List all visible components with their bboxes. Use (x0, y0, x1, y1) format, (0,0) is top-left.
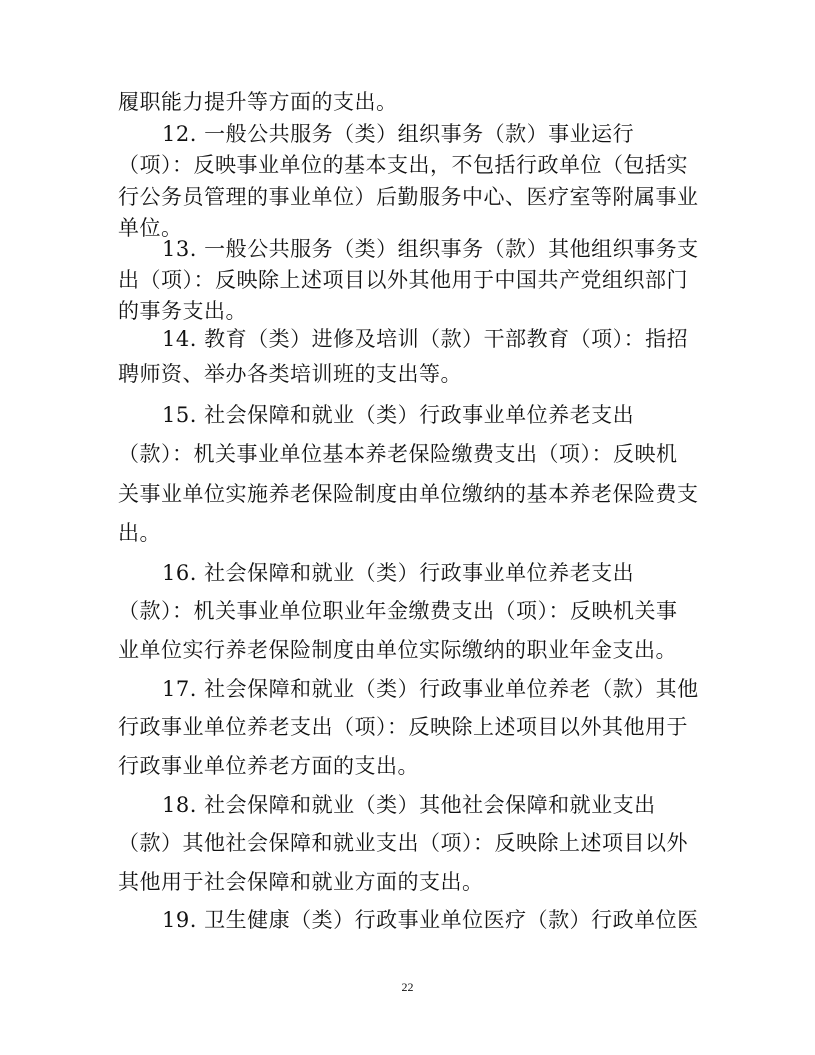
text-line: 行公务员管理的事业单位）后勤服务中心、医疗室等附属事业 (118, 185, 699, 209)
page-number: 22 (401, 980, 414, 994)
item-13-heading: 13. 一般公共服务（类）组织事务（款）其他组织事务支 (162, 237, 699, 261)
text-line: 聘师资、举办各类培训班的支出等。 (118, 362, 462, 386)
item-15-heading: 15. 社会保障和就业（类）行政事业单位养老支出 (162, 403, 635, 427)
item-16-heading: 16. 社会保障和就业（类）行政事业单位养老支出 (162, 561, 635, 585)
text-line: （款）其他社会保障和就业支出（项）：反映除上述项目以外 (118, 831, 688, 855)
text-line: 出。 (118, 521, 161, 545)
text-line: 行政事业单位养老支出（项）：反映除上述项目以外其他用于 (118, 715, 688, 739)
text-line: 业单位实行养老保险制度由单位实际缴纳的职业年金支出。 (118, 638, 677, 662)
item-19-heading: 19. 卫生健康（类）行政事业单位医疗（款）行政单位医 (162, 908, 699, 932)
text-line: （款）：机关事业单位职业年金缴费支出（项）：反映机关事 (118, 599, 678, 623)
item-12-heading: 12. 一般公共服务（类）组织事务（款）事业运行 (162, 122, 635, 146)
text-line: 单位。 (118, 216, 183, 240)
text-line: （项）：反映事业单位的基本支出，不包括行政单位（包括实 (118, 153, 688, 177)
text-line: 履职能力提升等方面的支出。 (118, 90, 398, 114)
text-line: 出（项）：反映除上述项目以外其他用于中国共产党组织部门 (118, 268, 688, 292)
text-line: （款）：机关事业单位基本养老保险缴费支出（项）：反映机 (118, 442, 678, 466)
text-line: 行政事业单位养老方面的支出。 (118, 754, 419, 778)
text-line: 的事务支出。 (118, 299, 247, 323)
text-line: 其他用于社会保障和就业方面的支出。 (118, 870, 484, 894)
text-line: 关事业单位实施养老保险制度由单位缴纳的基本养老保险费支 (118, 482, 699, 506)
item-17-heading: 17. 社会保障和就业（类）行政事业单位养老（款）其他 (162, 677, 699, 701)
item-14-heading: 14. 教育（类）进修及培训（款）干部教育（项）：指招 (162, 327, 689, 351)
item-18-heading: 18. 社会保障和就业（类）其他社会保障和就业支出 (162, 793, 656, 817)
